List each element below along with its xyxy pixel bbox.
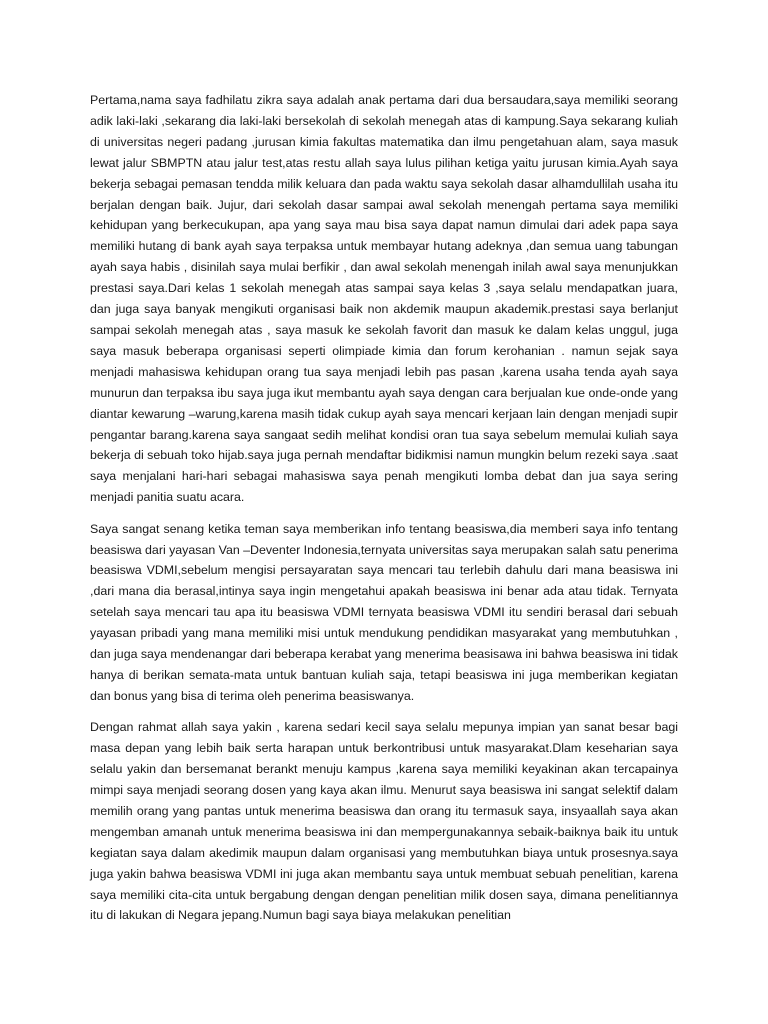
paragraph-1: Pertama,nama saya fadhilatu zikra saya adalah anak pertama dari dua bersaudara,saya memiliki seorang adik laki-laki ,sekarang dia laki-laki bersekolah di sekolah menegah atas di kampung.Saya sekarang kuliah di universitas negeri padang ,jurusan kimia fakultas matematika dan ilmu pengetahuan alam, saya masuk lewat jalur SBMPTN atau jalur test,atas restu allah saya lulus pilihan ketiga yaitu jurusan kimia.Ayah saya bekerja sebagai pemasan tendda milik keluara dan pada waktu saya sekolah dasar alhamdullilah usaha itu berjalan dengan baik. Jujur, dari sekolah dasar sampai awal sekolah menengah pertama saya memiliki kehidupan yang berkecukupan, apa yang saya mau bisa saya dapat namun dimulai dari adek papa saya memiliki hutang di bank ayah saya terpaksa untuk membayar hutang adeknya ,dan semua uang tabungan ayah saya habis , disinilah saya mulai berfikir , dan awal sekolah menengah inilah awal saya menunjukkan prestasi saya.Dari kelas 1 sekolah menegah atas sampai saya kelas 3 ,saya selalu mendapatkan juara, dan juga saya banyak mengikuti organisasi baik non akdemik maupun akademik.prestasi saya berlanjut sampai sekolah menegah atas , saya masuk ke sekolah favorit dan masuk ke dalam kelas unggul, juga saya masuk beberapa organisasi seperti olimpiade kimia dan forum kerohanian . namun sejak saya menjadi mahasiswa kehidupan orang tua saya menjadi lebih pas pasan ,karena usaha tenda ayah saya munurun dan terpaksa ibu saya juga ikut membantu ayah saya dengan cara berjualan kue onde-onde yang diantar kewarung –warung,karena masih tidak cukup ayah saya mencari kerjaan lain dengan menjadi supir pengantar barang.karena saya sangaat sedih melihat kondisi oran tua saya sebelum memulai kuliah saya bekerja di sebuah toko hijab.saya juga pernah mendaftar bidikmisi namun mungkin belum rezeki saya .saat saya menjalani hari-hari sebagai mahasiswa saya penah mengikuti lomba debat dan jua saya sering menjadi panitia suatu acara.	[90, 93, 678, 505]
document-body	[90, 90, 678, 937]
paragraph-2: Saya sangat senang ketika teman saya memberikan info tentang beasiswa,dia memberi saya info tentang beasiswa dari yayasan Van –Deventer Indonesia,ternyata universitas saya merupakan salah satu penerima beasiswa VDMI,sebelum mengisi persayaratan saya mencari tau terlebih dahulu dari mana beasiswa ini ,dari mana dia berasal,intinya saya ingin mengetahui apakah beasiswa ini benar ada atau tidak. Ternyata setelah saya mencari tau apa itu beasiswa VDMI ternyata beasiswa VDMI itu sendiri berasal dari sebuah yayasan pribadi yang mana memiliki misi untuk mendukung pendidikan masyarakat yang membutuhkan , dan juga saya mendenangar dari beberapa kerabat yang menerima beasisawa ini bahwa beasiswa ini tidak hanya di berikan semata-mata untuk bantuan kuliah saja, tetapi beasiswa ini juga memberikan kegiatan dan bonus yang bisa di terima oleh penerima beasiswanya.	[90, 521, 678, 703]
paragraph-3: Dengan rahmat allah saya yakin , karena sedari kecil saya selalu mepunya impian yan sanat besar bagi masa depan yang lebih baik serta harapan untuk berkontribusi untuk masyarakat.Dlam keseharian saya selalu yakin dan bersemanat berankt menuju kampus ,karena saya memiliki keyakinan akan tercapainya mimpi saya menjadi seorang dosen yang kaya akan ilmu. Menurut saya beasiswa ini sangat selektif dalam memilih orang yang pantas untuk menerima beasiswa dan orang itu termasuk saya, insyaallah saya akan mengemban amanah untuk menerima beasiswa ini dan mempergunakannya sebaik-baiknya baik itu untuk kegiatan saya dalam akedimik maupun dalam organisasi yang membutuhkan biaya untuk prosesnya.saya juga yakin bahwa beasiswa VDMI ini juga akan membantu saya untuk membuat sebuah penelitian, karena saya memiliki cita-cita untuk bergabung dengan dengan penelitian milik dosen saya, dimana penelitiannya itu di lakukan di Negara jepang.Numun bagi saya biaya melakukan penelitian	[90, 720, 678, 923]
